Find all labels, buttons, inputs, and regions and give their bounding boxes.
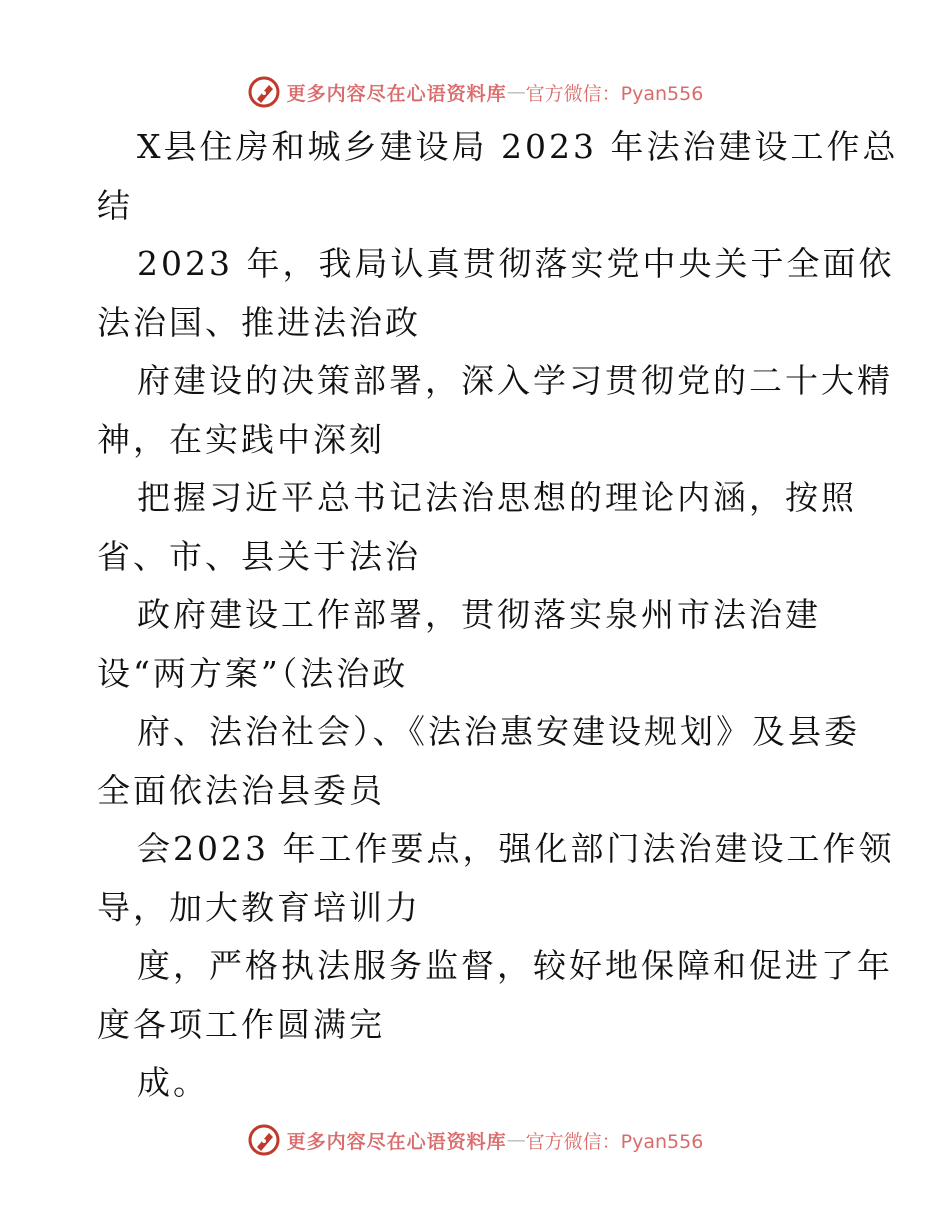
body-line: 设“两方案”（法治政 <box>97 653 409 693</box>
pen-nib-circle-icon <box>247 1123 281 1157</box>
watermark-separator: — <box>506 1129 526 1151</box>
body-line: 府建设的决策部署，深入学习贯彻党的二十大精 <box>137 361 893 400</box>
body-line: 把握习近平总书记法治思想的理论内涵，按照 <box>137 478 857 517</box>
body-line: 法治国、推进法治政 <box>97 302 421 342</box>
watermark-separator: — <box>506 81 526 103</box>
body-line: 省、市、县关于法治 <box>97 536 421 576</box>
title-line: 结 <box>97 185 133 225</box>
body-line: 政府建设工作部署，贯彻落实泉州市法治建 <box>137 595 821 634</box>
body-line: 全面依法治县委员 <box>97 770 385 810</box>
body-line: 府、法治社会）、《法治惠安建设规划》及县委 <box>137 712 860 751</box>
watermark-contact: 官方微信：Pyan556 <box>525 1130 704 1153</box>
watermark-contact: 官方微信：Pyan556 <box>525 82 704 105</box>
body-line: 神，在实践中深刻 <box>97 419 385 459</box>
body-line: 会2023 年工作要点，强化部门法治建设工作领 <box>137 829 895 868</box>
body-line: 成。 <box>137 1063 209 1102</box>
document-body <box>97 118 899 1113</box>
body-line: 度，严格执法服务监督，较好地保障和促进了年 <box>137 946 893 985</box>
body-line: 2023 年，我局认真贯彻落实党中央关于全面依 <box>137 244 895 283</box>
body-line: 度各项工作圆满完 <box>97 1004 385 1044</box>
watermark-text: 更多内容尽在心语资料库 <box>286 82 507 105</box>
watermark-header <box>0 72 950 112</box>
pen-nib-circle-icon <box>247 75 281 109</box>
watermark-footer <box>0 1120 950 1160</box>
title-line: X县住房和城乡建设局 2023 年法治建设工作总 <box>137 127 899 166</box>
body-line: 导，加大教育培训力 <box>97 887 421 927</box>
watermark-text: 更多内容尽在心语资料库 <box>286 1130 507 1153</box>
